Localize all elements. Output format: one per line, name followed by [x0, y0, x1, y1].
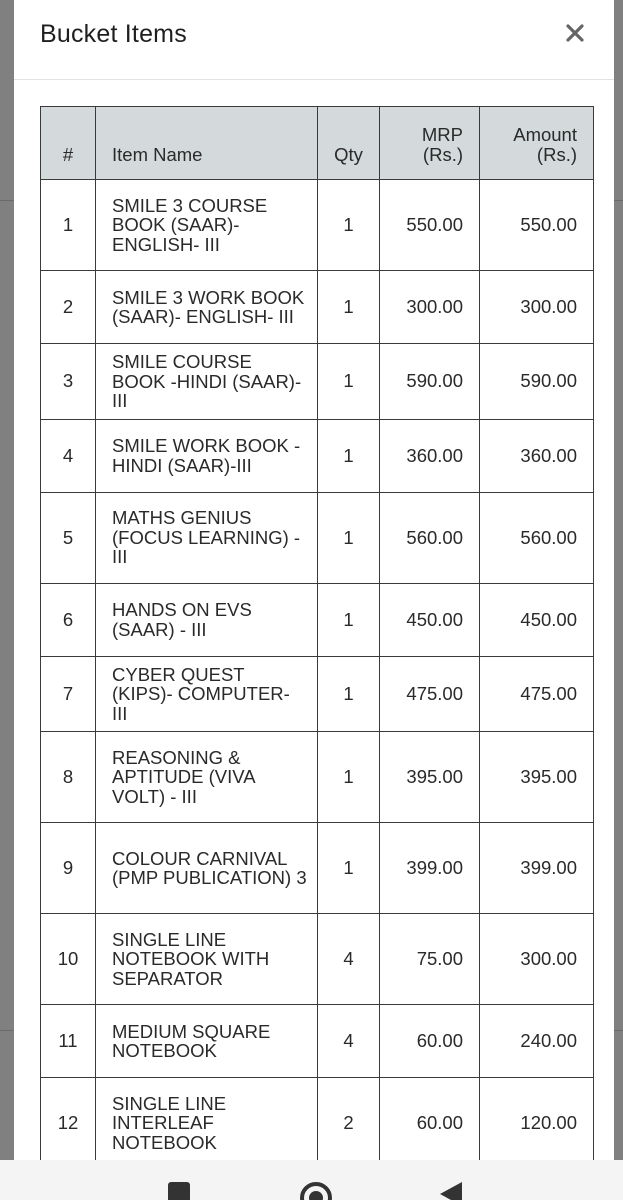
cell-number: 1 — [41, 180, 96, 271]
cell-mrp: 399.00 — [380, 823, 480, 914]
cell-qty: 1 — [318, 344, 380, 420]
header-number: # — [41, 107, 96, 180]
close-icon — [566, 24, 584, 42]
cell-item-name: CYBER QUEST (KIPS)- COMPUTER- III — [96, 656, 318, 732]
cell-number: 11 — [41, 1005, 96, 1078]
cell-mrp: 450.00 — [380, 583, 480, 656]
backdrop-divider — [0, 200, 14, 201]
cell-number: 2 — [41, 271, 96, 344]
table-row — [41, 271, 594, 344]
cell-amount: 300.00 — [480, 271, 594, 344]
cell-amount: 450.00 — [480, 583, 594, 656]
cell-qty: 1 — [318, 271, 380, 344]
cell-qty: 1 — [318, 656, 380, 732]
cell-item-name: MATHS GENIUS (FOCUS LEARNING) - III — [96, 492, 318, 583]
items-table-wrapper[interactable] — [40, 106, 593, 1160]
home-circle-icon[interactable] — [300, 1182, 332, 1200]
cell-number: 8 — [41, 732, 96, 823]
backdrop-divider — [614, 1030, 623, 1031]
cell-qty: 1 — [318, 732, 380, 823]
cell-mrp: 560.00 — [380, 492, 480, 583]
cell-number: 6 — [41, 583, 96, 656]
header-amount: Amount (Rs.) — [480, 107, 594, 180]
cell-item-name: SMILE 3 COURSE BOOK (SAAR)- ENGLISH- III — [96, 180, 318, 271]
cell-item-name: SMILE WORK BOOK - HINDI (SAAR)-III — [96, 419, 318, 492]
cell-qty: 1 — [318, 583, 380, 656]
cell-item-name: SINGLE LINE NOTEBOOK WITH SEPARATOR — [96, 914, 318, 1005]
header-qty: Qty — [318, 107, 380, 180]
cell-mrp: 360.00 — [380, 419, 480, 492]
cell-number: 12 — [41, 1078, 96, 1161]
cell-qty: 1 — [318, 419, 380, 492]
cell-number: 5 — [41, 492, 96, 583]
table-row — [41, 180, 594, 271]
close-button[interactable] — [560, 18, 590, 48]
cell-mrp: 395.00 — [380, 732, 480, 823]
table-row — [41, 1005, 594, 1078]
cell-amount: 590.00 — [480, 344, 594, 420]
cell-mrp: 300.00 — [380, 271, 480, 344]
modal-title: Bucket Items — [40, 20, 187, 48]
cell-mrp: 60.00 — [380, 1005, 480, 1078]
cell-qty: 1 — [318, 823, 380, 914]
cell-amount: 300.00 — [480, 914, 594, 1005]
items-table — [40, 106, 594, 1160]
recents-square-icon[interactable] — [168, 1182, 190, 1200]
cell-amount: 399.00 — [480, 823, 594, 914]
cell-amount: 240.00 — [480, 1005, 594, 1078]
backdrop-divider — [614, 200, 623, 201]
cell-amount: 360.00 — [480, 419, 594, 492]
table-row — [41, 656, 594, 732]
cell-qty: 2 — [318, 1078, 380, 1161]
cell-number: 7 — [41, 656, 96, 732]
modal-header — [14, 0, 614, 80]
table-row — [41, 344, 594, 420]
cell-amount: 120.00 — [480, 1078, 594, 1161]
cell-mrp: 550.00 — [380, 180, 480, 271]
table-row — [41, 732, 594, 823]
backdrop-divider — [0, 1030, 14, 1031]
table-row — [41, 823, 594, 914]
cell-mrp: 475.00 — [380, 656, 480, 732]
cell-number: 3 — [41, 344, 96, 420]
cell-mrp: 60.00 — [380, 1078, 480, 1161]
cell-number: 4 — [41, 419, 96, 492]
cell-qty: 4 — [318, 1005, 380, 1078]
table-row — [41, 583, 594, 656]
cell-amount: 560.00 — [480, 492, 594, 583]
cell-qty: 1 — [318, 492, 380, 583]
table-row — [41, 419, 594, 492]
header-mrp: MRP (Rs.) — [380, 107, 480, 180]
table-header-row — [41, 107, 594, 180]
bucket-items-modal — [14, 0, 614, 1160]
cell-item-name: SMILE 3 WORK BOOK (SAAR)- ENGLISH- III — [96, 271, 318, 344]
cell-number: 9 — [41, 823, 96, 914]
cell-item-name: REASONING & APTITUDE (VIVA VOLT) - III — [96, 732, 318, 823]
cell-item-name: HANDS ON EVS (SAAR) - III — [96, 583, 318, 656]
cell-item-name: SINGLE LINE INTERLEAF NOTEBOOK — [96, 1078, 318, 1161]
cell-amount: 475.00 — [480, 656, 594, 732]
cell-item-name: MEDIUM SQUARE NOTEBOOK — [96, 1005, 318, 1078]
header-item-name: Item Name — [96, 107, 318, 180]
cell-amount: 550.00 — [480, 180, 594, 271]
back-triangle-icon[interactable] — [440, 1182, 462, 1200]
table-row — [41, 1078, 594, 1161]
table-row — [41, 492, 594, 583]
cell-qty: 1 — [318, 180, 380, 271]
cell-qty: 4 — [318, 914, 380, 1005]
cell-number: 10 — [41, 914, 96, 1005]
cell-mrp: 75.00 — [380, 914, 480, 1005]
table-row — [41, 914, 594, 1005]
cell-item-name: SMILE COURSE BOOK -HINDI (SAAR)-III — [96, 344, 318, 420]
cell-amount: 395.00 — [480, 732, 594, 823]
cell-mrp: 590.00 — [380, 344, 480, 420]
android-navigation-bar — [0, 1160, 623, 1200]
cell-item-name: COLOUR CARNIVAL (PMP PUBLICATION) 3 — [96, 823, 318, 914]
